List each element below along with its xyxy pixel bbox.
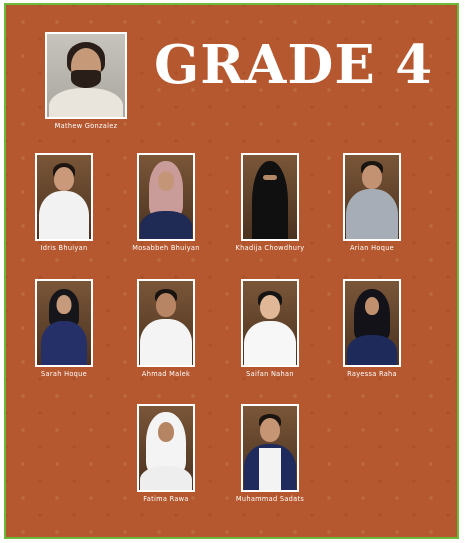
teacher-photo — [45, 32, 127, 119]
student-photo — [137, 279, 195, 367]
student-card — [324, 279, 420, 378]
student-card — [118, 153, 214, 252]
student-name: Fatima Rawa — [143, 495, 189, 503]
student-name: Rayessa Raha — [347, 370, 397, 378]
teacher-name: Mathew Gonzalez — [54, 122, 118, 130]
yearbook-page — [4, 3, 459, 539]
page-title: GRADE 4 — [154, 34, 434, 96]
student-card — [118, 279, 214, 378]
student-photo — [241, 279, 299, 367]
student-card — [222, 404, 318, 503]
student-card — [16, 279, 112, 378]
student-photo — [137, 404, 195, 492]
student-card — [16, 153, 112, 252]
student-photo — [343, 153, 401, 241]
student-name: Saifan Nahan — [246, 370, 294, 378]
student-name: Mosabbeh Bhuiyan — [132, 244, 200, 252]
student-name: Sarah Hoque — [41, 370, 87, 378]
teacher-card — [38, 32, 134, 130]
student-photo — [343, 279, 401, 367]
student-photo — [241, 153, 299, 241]
student-name: Khadija Chowdhury — [235, 244, 305, 252]
student-name: Idris Bhuiyan — [40, 244, 88, 252]
student-name: Ahmad Malek — [141, 370, 191, 378]
student-photo — [35, 153, 93, 241]
student-photo — [35, 279, 93, 367]
student-photo — [137, 153, 195, 241]
student-card — [222, 153, 318, 252]
student-name: Arian Hoque — [349, 244, 395, 252]
student-card — [222, 279, 318, 378]
student-card — [118, 404, 214, 503]
student-card — [324, 153, 420, 252]
student-photo — [241, 404, 299, 492]
student-name: Muhammad Sadats — [235, 495, 305, 503]
